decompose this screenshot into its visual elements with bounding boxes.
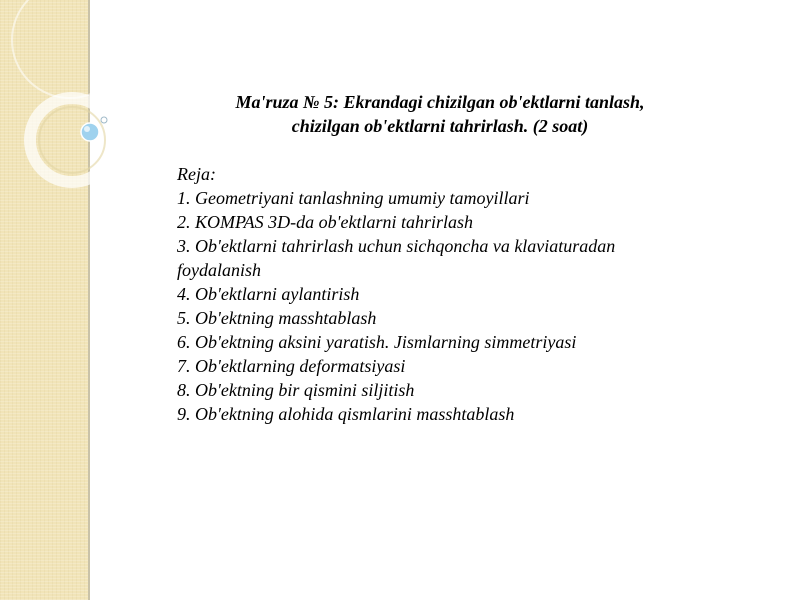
slide-title-line-1: Ma'ruza № 5: Ekrandagi chizilgan ob'ektlarni tanlash, — [235, 92, 645, 112]
plan-item: 5. Ob'ektning masshtablash — [177, 308, 377, 328]
thick-ring — [30, 98, 114, 182]
small-ring — [101, 117, 107, 123]
plan-item: 2. KOMPAS 3D-da ob'ektlarni tahrirlash — [177, 212, 474, 232]
slide-title-line-2: chizilgan ob'ektlarni tahrirlash. (2 soat) — [291, 116, 589, 136]
decorative-circles — [0, 0, 140, 220]
plan-item: 3. Ob'ektlarni tahrirlash uchun sichqoncha va klaviaturadan foydalanish — [177, 236, 616, 280]
blue-bubble — [81, 123, 99, 141]
plan-item: 8. Ob'ektning bir qismini siljitish — [177, 380, 415, 400]
plan-label: Reja: — [177, 164, 216, 184]
plan-item: 4. Ob'ektlarni aylantirish — [177, 284, 360, 304]
slide-title — [177, 90, 703, 138]
plan-list — [177, 186, 737, 426]
plan-item: 7. Ob'ektlarning deformatsiyasi — [177, 356, 406, 376]
large-ring — [12, 0, 128, 98]
plan-item: 9. Ob'ektning alohida qismlarini masshtablash — [177, 404, 515, 424]
plan-item: 1. Geometriyani tanlashning umumiy tamoyillari — [177, 188, 530, 208]
plan-item: 6. Ob'ektning aksini yaratish. Jismlarning simmetriyasi — [177, 332, 577, 352]
blue-bubble-highlight — [84, 126, 90, 132]
slide-content — [177, 90, 737, 426]
